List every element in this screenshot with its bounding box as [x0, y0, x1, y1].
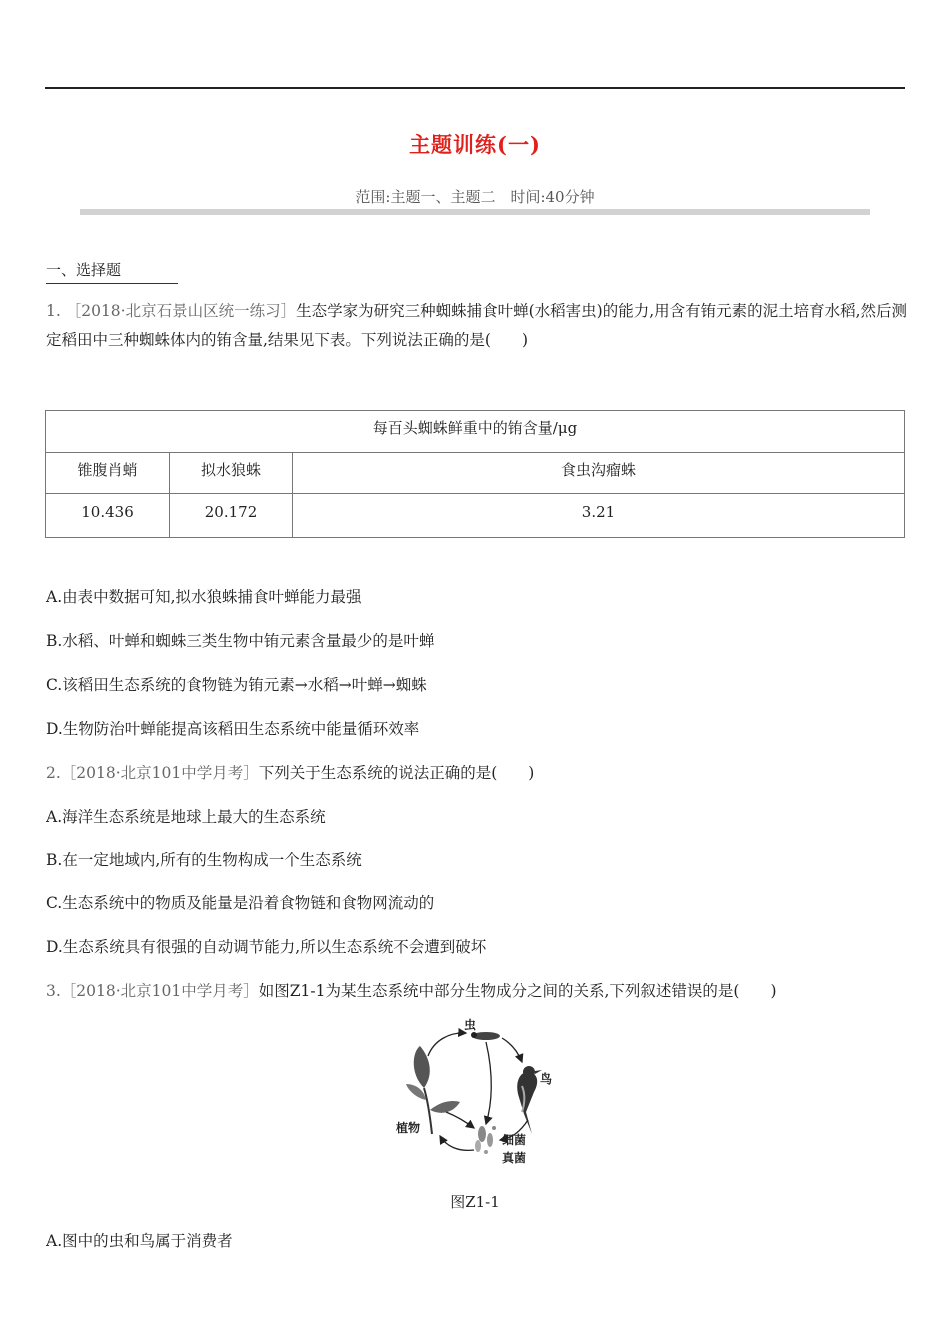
arrow-decomposer-to-plant [440, 1136, 474, 1150]
question-2-stem [46, 761, 534, 783]
bacteria-fungi-icon [475, 1126, 496, 1154]
question-2-option-d: D.生态系统具有很强的自动调节能力,所以生态系统不会遭到破坏 [46, 938, 487, 956]
page-subtitle: 范围:主题一、主题二 时间:40分钟 [355, 188, 595, 206]
question-1-option-b: B.水稻、叶蝉和蜘蛛三类生物中铕元素含量最少的是叶蝉 [46, 632, 435, 650]
question-3-stem [46, 979, 777, 1001]
table-header: 每百头蜘蛛鲜重中的铕含量/μg [46, 411, 905, 453]
section-heading: 一、选择题 [46, 259, 178, 284]
question-1-text: 生态学家为研究三种蜘蛛捕食叶蝉(水稻害虫)的能力,用含有铕元素的泥土培育水稻,然后测定稻田中三种蜘蛛体内的铕含量,结果见下表。下列说法正确的是( ) [46, 302, 908, 349]
question-1-option-c: C.该稻田生态系统的食物链为铕元素→水稻→叶蝉→蜘蛛 [46, 676, 427, 694]
figure-caption: 图Z1-1 [450, 1193, 500, 1211]
arrow-plant-to-insect [428, 1033, 466, 1056]
question-2-option-a: A.海洋生态系统是地球上最大的生态系统 [46, 808, 326, 826]
question-1-tag: 1. ［2018·北京石景山区统一练习］ [46, 302, 297, 320]
question-3-text: 如图Z1-1为某生态系统中部分生物成分之间的关系,下列叙述错误的是( ) [258, 982, 777, 1000]
question-2-option-b: B.在一定地域内,所有的生物构成一个生态系统 [46, 851, 362, 869]
table-cell: 3.21 [293, 494, 905, 538]
europium-table [45, 410, 905, 538]
arrow-plant-to-decomposer [446, 1112, 474, 1128]
table-column-header: 锥腹肖蛸 [46, 453, 170, 494]
label-fungi: 真菌 [502, 1151, 527, 1165]
page-title: 主题训练(一) [409, 132, 541, 157]
arrow-insect-to-bird [502, 1038, 522, 1062]
question-2-tag: 2.［2018·北京101中学月考］ [46, 764, 259, 782]
insect-icon [471, 1032, 500, 1040]
question-2-option-c: C.生态系统中的物质及能量是沿着食物链和食物网流动的 [46, 894, 435, 912]
question-2-text: 下列关于生态系统的说法正确的是( ) [258, 764, 535, 782]
question-1-stem [46, 297, 908, 355]
top-rule [45, 87, 905, 89]
label-bacteria: 细菌 [502, 1133, 527, 1147]
arrow-insect-to-decomposer [486, 1042, 491, 1124]
table-column-header: 拟水狼蛛 [170, 453, 293, 494]
question-3-option-a: A.图中的虫和鸟属于消费者 [46, 1232, 233, 1250]
label-insect: 虫 [464, 1018, 477, 1032]
table-cell: 20.172 [170, 494, 293, 538]
bird-icon [517, 1066, 542, 1134]
question-1-option-d: D.生物防治叶蝉能提高该稻田生态系统中能量循环效率 [46, 720, 420, 738]
ecosystem-figure [394, 1016, 564, 1172]
question-1-option-a: A.由表中数据可知,拟水狼蛛捕食叶蝉能力最强 [46, 588, 362, 606]
table-cell: 10.436 [46, 494, 170, 538]
table-column-header: 食虫沟瘤蛛 [293, 453, 905, 494]
label-plant: 植物 [396, 1121, 421, 1135]
label-bird: 鸟 [540, 1072, 553, 1086]
header-divider [80, 209, 870, 215]
question-3-tag: 3.［2018·北京101中学月考］ [46, 982, 259, 1000]
